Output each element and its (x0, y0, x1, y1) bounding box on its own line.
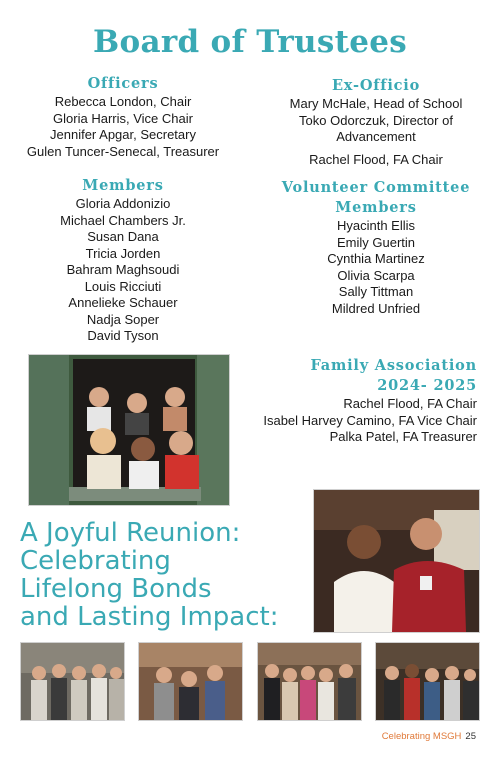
volunteer-name: Mildred Unfried (331, 300, 421, 316)
reunion-group-photo-1 (20, 642, 125, 721)
ex-officio-section (252, 76, 500, 168)
member-name: Tricia Jorden (85, 245, 161, 261)
members-heading: Members (82, 177, 164, 194)
page-footer (382, 731, 476, 742)
volunteer-name: Hyacinth Ellis (336, 218, 416, 233)
member-name: Susan Dana (87, 229, 159, 244)
reunion-heading (20, 519, 320, 631)
volunteer-name: Sally Tittman (338, 284, 414, 299)
officer-name: Gloria Harris, Vice Chair (53, 110, 193, 126)
officers-heading: Officers (87, 75, 159, 92)
ex-officio-name: Rachel Flood, FA Chair (309, 151, 443, 167)
member-name: Nadja Soper (86, 311, 160, 327)
member-name: Annelieke Schauer (68, 295, 178, 310)
family-association-name: Palka Patel, FA Treasurer (329, 429, 477, 444)
volunteer-name: Cynthia Martinez (327, 251, 425, 266)
volunteer-name: Olivia Scarpa (337, 267, 415, 283)
family-association-section (230, 356, 477, 446)
reunion-heading-line: A Joyful Reunion: (20, 518, 241, 548)
reunion-group-photo-4 (375, 642, 480, 721)
ex-officio-name: Advancement (336, 129, 416, 144)
footer-label: Celebrating MSGH (381, 731, 462, 742)
ex-officio-name: Mary McHale, Head of School (289, 96, 463, 111)
family-association-year: 2024- 2025 (377, 377, 477, 394)
officers-section (0, 74, 246, 160)
reunion-heading-line: Lifelong Bonds (20, 574, 212, 604)
volunteer-committee-section (252, 178, 500, 317)
page-number: 25 (465, 731, 476, 742)
member-name: Louis Ricciuti (84, 278, 162, 294)
family-association-heading: Family Association (310, 357, 477, 374)
reunion-heading-line: Celebrating (20, 546, 171, 576)
family-association-name: Rachel Flood, FA Chair (343, 396, 477, 411)
reunion-portrait-photo (313, 489, 480, 633)
member-name: Bahram Maghsoudi (66, 262, 180, 277)
volunteer-subheading: Members (335, 199, 417, 216)
member-name: Gloria Addonizio (75, 196, 171, 211)
page-title: Board of Trustees (92, 24, 408, 60)
volunteer-name: Emily Guertin (336, 234, 416, 250)
officer-name: Rebecca London, Chair (54, 94, 192, 109)
members-section (0, 176, 246, 345)
ex-officio-heading: Ex-Officio (331, 77, 421, 94)
reunion-group-photo-2 (138, 642, 243, 721)
ex-officio-name: Toko Odorczuk, Director of (299, 112, 453, 128)
students-window-photo (28, 354, 230, 506)
member-name: Michael Chambers Jr. (60, 212, 186, 228)
reunion-group-photo-3 (257, 642, 362, 721)
officer-name: Gulen Tuncer-Senecal, Treasurer (26, 143, 220, 159)
member-name: David Tyson (87, 328, 159, 343)
officer-name: Jennifer Apgar, Secretary (50, 127, 196, 142)
volunteer-heading: Volunteer Committee (281, 179, 471, 196)
family-association-name: Isabel Harvey Camino, FA Vice Chair (263, 412, 477, 428)
reunion-heading-line: and Lasting Impact: (20, 602, 279, 632)
